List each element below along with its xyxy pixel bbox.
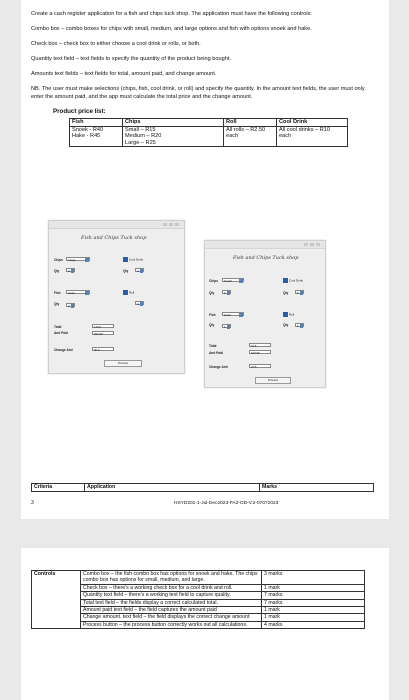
change-label: Change Amt	[54, 348, 73, 352]
process-button[interactable]: Process	[255, 377, 291, 384]
rubric-marks: 7 marks	[262, 592, 365, 599]
app-heading: Fish and Chips Tuck shop	[233, 255, 299, 261]
rubric-desc: Check box – there's a working check box for a cool drink and roll.	[81, 584, 262, 591]
intro-text: Create a cash register application for a fish and chips tuck shop. The application must have the following controls:	[31, 11, 312, 17]
combo-text: Combo box – combo boxes for chips with small, medium, and large options and fish with options snoek and hake.	[31, 26, 312, 32]
roll-checkbox[interactable]: Roll	[123, 290, 134, 295]
spinner-icon[interactable]	[300, 291, 303, 295]
qty-label: Qty	[54, 269, 60, 273]
chips-qty-field[interactable]: 2	[66, 268, 75, 272]
rubric-marks: 1 mark	[262, 584, 365, 591]
rubric-desc: Change amount. text field – the field displays the correct change amount	[81, 614, 262, 621]
close-icon[interactable]	[175, 223, 179, 226]
drink-qty-field[interactable]: 1	[295, 290, 304, 294]
minimize-icon[interactable]	[163, 223, 167, 226]
rubric-desc: Process button – the process button correctly works out all calculations.	[81, 621, 262, 628]
cooldrink-checkbox[interactable]: Cool Drink	[283, 278, 303, 283]
spinner-icon[interactable]	[140, 269, 143, 273]
chips-qty-field[interactable]: 1	[222, 290, 231, 294]
rubric-page	[21, 548, 389, 700]
rubric-marks: 4 marks	[262, 621, 365, 628]
header-chips: Chips	[123, 119, 224, 127]
qty-label-2: Qty	[283, 291, 289, 295]
criteria-label: Criteria	[32, 484, 85, 492]
total-label: Total	[209, 344, 217, 348]
chevron-down-icon[interactable]	[239, 313, 243, 317]
rubric-marks: 1 mark	[262, 607, 365, 614]
roll-checkbox[interactable]: Roll	[283, 312, 294, 317]
chips-prices: Small – R15 Medium – R20 Large – R25	[123, 126, 224, 147]
rubric-marks: 7 marks	[262, 599, 365, 606]
rubric-marks: 1 mark	[262, 614, 365, 621]
chevron-down-icon[interactable]	[239, 279, 243, 283]
spinner-icon[interactable]	[71, 269, 74, 273]
qty-label: Qty	[209, 291, 215, 295]
amounts-text: Amounts text fields – text fields for total, amount paid, and change amount.	[31, 71, 217, 77]
fish-label: Fish	[209, 313, 216, 317]
change-field[interactable]: 30.0	[92, 347, 114, 351]
nb-text: NB. The user must make selections (chips, fish, cool drink, or roll) and specify the quantity. In the amount text fields, the user must only enter the amount paid, and the app must calculate the total price and the change amount.	[31, 86, 365, 100]
change-field[interactable]: 27.5	[249, 364, 271, 368]
titlebar	[49, 221, 184, 229]
spinner-icon[interactable]	[71, 304, 74, 308]
checkbox-icon	[283, 278, 288, 283]
roll-qty-field[interactable]: 1	[295, 323, 304, 327]
drink-prices: All cool drinks – R10 each	[277, 126, 348, 147]
section-controls: Controls	[32, 571, 81, 629]
maximize-icon[interactable]	[310, 243, 314, 246]
fish-combo[interactable]: Hake	[222, 312, 244, 316]
chevron-down-icon[interactable]	[85, 291, 89, 295]
total-label: Total	[54, 325, 62, 329]
qty-label-3: Qty	[54, 302, 60, 306]
criteria-header	[31, 483, 374, 492]
check-text: Check box – check box to either choose a cool drink or rolls, or both.	[31, 41, 201, 47]
price-list-title: Product price list:	[53, 108, 106, 115]
total-field[interactable]: 170.0	[92, 324, 114, 328]
paid-field[interactable]: 200.00	[92, 331, 114, 335]
paid-label: Amt Paid	[54, 331, 68, 335]
checkbox-icon	[123, 290, 128, 295]
titlebar	[205, 241, 325, 249]
process-button[interactable]: Process	[104, 360, 142, 367]
chips-combo[interactable]: Small	[222, 278, 244, 282]
total-field[interactable]: 72.5	[249, 343, 271, 347]
chips-label: Chips	[54, 258, 63, 262]
rubric-desc: Quantity text field – there's a working text field to capture quality.	[81, 592, 262, 599]
drink-qty-field[interactable]: 2	[135, 268, 144, 272]
rubric-desc: Total text field – the fields display a correct calculated total.	[81, 599, 262, 606]
qty-label-4: Qty	[283, 323, 289, 327]
checkbox-icon	[123, 257, 128, 262]
quantity-text: Quantity text field – text fields to specify the quantity of the product being bought.	[31, 56, 231, 62]
application-label: Application	[85, 484, 260, 492]
page-number: 3	[31, 500, 34, 506]
fish-label: Fish	[54, 291, 61, 295]
maximize-icon[interactable]	[169, 223, 173, 226]
paid-label: Amt Paid	[209, 351, 223, 355]
rubric-marks: 3 marks	[262, 571, 365, 585]
qty-label-2: Qty	[123, 269, 129, 273]
fish-combo[interactable]: Hake	[66, 290, 90, 294]
fish-prices: Snoek - R40 Hake - R45	[70, 126, 123, 147]
spinner-icon[interactable]	[227, 325, 230, 329]
rubric-desc: Combo box – the fish combo box has options for snoek and hake. The chips combo box has options for small, medium, and large.	[81, 571, 262, 585]
document-reference: HSYD201-1-Jul-Dec2023-FA2-OD-V.2-07072023	[174, 501, 279, 506]
checkbox-icon	[283, 312, 288, 317]
fish-qty-field[interactable]: 2	[66, 303, 75, 307]
header-drink: Cool Drink	[277, 119, 348, 127]
app-window-2	[204, 240, 326, 388]
marks-label: Marks	[260, 484, 374, 492]
app-window-1	[48, 220, 185, 374]
header-fish: Fish	[70, 119, 123, 127]
spinner-icon[interactable]	[140, 302, 143, 306]
app-heading: Fish and Chips Tuck shop	[81, 235, 147, 241]
roll-prices: All rolls – R2.50 each	[224, 126, 277, 147]
qty-label-3: Qty	[209, 323, 215, 327]
rubric-desc: Amount paid text field – the field captures the amount paid	[81, 607, 262, 614]
minimize-icon[interactable]	[304, 243, 308, 246]
fish-qty-field[interactable]: 1	[222, 324, 231, 328]
close-icon[interactable]	[316, 243, 320, 246]
header-roll: Roll	[224, 119, 277, 127]
roll-qty-field[interactable]: 4	[135, 301, 144, 305]
spinner-icon[interactable]	[300, 324, 303, 328]
chips-combo[interactable]: Large	[66, 257, 90, 261]
change-label: Change Amt	[209, 365, 228, 369]
chevron-down-icon[interactable]	[85, 258, 89, 262]
marks-table	[31, 570, 365, 629]
chips-label: Chips	[209, 279, 218, 283]
price-table	[69, 118, 348, 147]
spinner-icon[interactable]	[227, 291, 230, 295]
cooldrink-checkbox[interactable]: Cool Drink	[123, 257, 143, 262]
paid-field[interactable]: 100.00	[249, 350, 271, 354]
